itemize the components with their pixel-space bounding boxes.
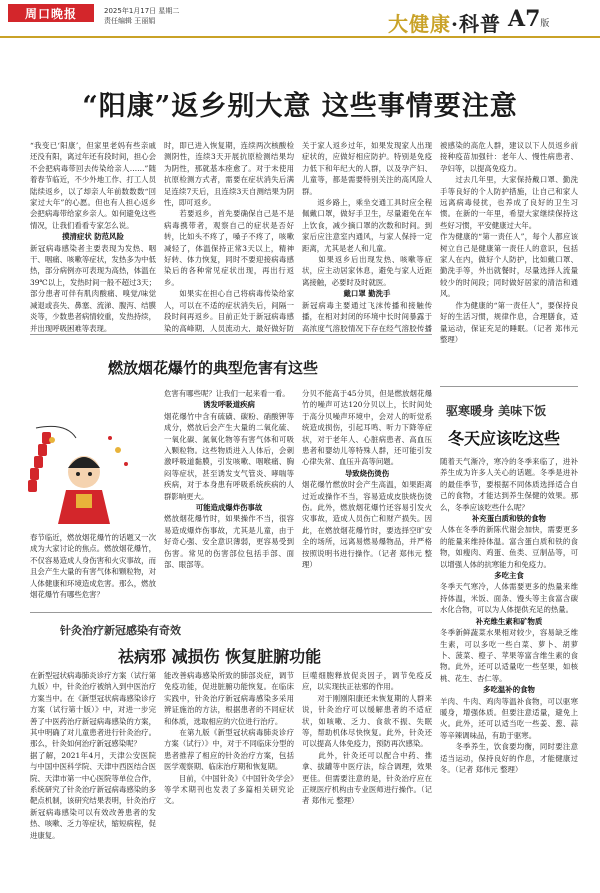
lead-col3-text: 关于家人返乡过年，如果发现家人出现症状的，应做好相应防护。特别是免疫力低下和年纪大的人群，以及孕产妇、儿童等，都是需要特别关注的高风险人群。 返乡路上，乘坐交通工具时应全程佩戴口罩，做好手卫生，尽量避免在车上饮食，减少摘口罩的次数和时间。到家后应注意室内通风，与家人保持一定距离，尤其是老人和儿童。 如果返乡后出现发热、咳嗽等症状，应主动居家休息，避免与家人近距离接触，必要时及时就医。 bbox=[302, 141, 432, 287]
acupuncture-col1b-text: 据了解，2021年4月，天津公安医院与中国中医科学院、天津中西医结合医院、天津市第一中心医院等单位合作，系统研究了针灸治疗新冠病毒感染的多靶点机制，该研究结果表明，针灸治疗新冠病毒感染可以有效改善患者的发热、咳嗽、乏力等症状，缩短病程，促进康复。 bbox=[30, 750, 156, 840]
fireworks-subhead-explosion: 可能造成爆炸伤事故 bbox=[195, 503, 263, 513]
fireworks-col3b-text: 烟花爆竹燃放时会产生高温，如果距离过近或操作不当，容易造成皮肤烧伤烫伤。此外，燃放烟花爆竹还容易引发火灾事故，造成人员伤亡和财产损失。因此，在燃放烟花爆竹时，要选择空旷安全的场所，远离易燃易爆物品，并严格按照说明书进行操作。（记者 郑伟元 整理） bbox=[302, 480, 432, 570]
lead-col-3 bbox=[302, 140, 432, 332]
fireworks-col-3 bbox=[302, 388, 432, 608]
section-divider-1 bbox=[30, 334, 432, 335]
acupuncture-kicker: 针灸治疗新冠感染有奇效 bbox=[60, 624, 181, 637]
fireworks-col3-text: 分贝不能高于45分贝，但是燃放烟花爆竹的噪声可达120分贝以上，长时间处于高分贝噪声环境中，会对人的听觉系统造成损伤，引起耳鸣、听力下降等症状，对于老年人、心脏病患者、高血压患者和婴幼儿等特殊人群，还可能引发心律失常、血压升高等问题。 bbox=[302, 389, 432, 467]
acupuncture-col1-text: 在新型冠状病毒肺炎诊疗方案（试行第九版）中，针灸治疗被纳入到中医治疗方案当中。在《新型冠状病毒感染诊疗方案（试行第十版）》中，对进一步完善了中医药治疗新冠病毒感染的方案，其中明确了对儿童患者进行针灸治疗。那么，针灸如何治疗新冠感染呢？ bbox=[30, 671, 156, 749]
fireworks-subhead-respiratory: 诱发呼吸道疾病 bbox=[203, 400, 255, 410]
section-main: 大健康 bbox=[388, 12, 451, 36]
section-divider-2 bbox=[30, 612, 432, 613]
lead-col3-subhead: 戴口罩 勤洗手 bbox=[343, 289, 391, 299]
winter-food-body bbox=[440, 456, 578, 884]
lead-col1-subhead: 摸清症状 防范风险 bbox=[62, 232, 124, 242]
newspaper-brand-logo: 周口晚报 bbox=[8, 4, 94, 22]
fireworks-col2c-text: 燃放烟花爆竹时，如果操作不当，很容易造成爆炸伤事故，尤其是儿童，由于好奇心强、安全意识薄弱，更容易受到伤害。常见的伤害部位包括手部、面部、眼部等。 bbox=[164, 514, 294, 570]
acupuncture-col-1 bbox=[30, 670, 156, 884]
fireworks-col-1: 春节临近，燃放烟花爆竹的话题又一次成为大家讨论的焦点。燃放烟花爆竹，不仅容易造成人身伤害和火灾事故，而且会产生大量的有害气体和颗粒物，对人体健康和环境造成危害。那么，燃放烟花爆竹有哪些危害？ bbox=[30, 533, 156, 600]
winter-food-text-2: 人体在冬季的新陈代谢会加快，需要更多的能量来维持体温。富含蛋白质和铁的食物，如瘦肉、鸡蛋、鱼类、豆制品等，可以增强人体的抗寒能力和免疫力。 bbox=[440, 525, 578, 569]
sparkle-burst bbox=[108, 436, 128, 466]
fireworks-col2-text: 危害有哪些呢？让我们一起来看一看。 bbox=[164, 389, 290, 398]
fireworks-col-2 bbox=[164, 388, 294, 608]
issue-date: 2025年1月17日 星期二 bbox=[104, 7, 180, 15]
section-name: 大健康·科普 bbox=[388, 12, 501, 36]
fireworks-subhead-burns: 导致烧伤烫伤 bbox=[344, 468, 390, 478]
right-column-divider bbox=[440, 386, 578, 387]
winter-food-subhead-staple: 多吃主食 bbox=[494, 571, 524, 581]
winter-food-text-1: 随着天气渐冷，寒冷的冬季来临了，进补养生成为许多人关心的话题。冬季是进补的最佳季节，要根据不同体质选择适合自己的食物，才能达到养生保健的效果。那么，冬季应该吃些什么呢？ bbox=[440, 457, 578, 512]
winter-food-text-5: 羊肉、牛肉、鸡肉等温补食物，可以驱寒暖身，增强体质。但要注意适量，避免上火。此外，还可以适当吃一些姜、葱、蒜等辛辣调味品，有助于驱寒。 冬季养生，饮食要均衡，同时要注意适当运动，保持良好的作息，才能健康过冬。（记者 郑伟元 整理） bbox=[440, 696, 578, 774]
section-sub: 科普 bbox=[458, 12, 501, 36]
winter-food-kicker: 驱寒暖身 美味下饭 bbox=[446, 404, 547, 418]
acupuncture-title: 祛病邪 减损伤 恢复脏腑功能 bbox=[118, 647, 322, 666]
lead-col1-text: “我变已‘阳康’，但家里老妈有些亲戚还没有阳，离过年还有段时间，担心会不会把病毒带回去传染给亲人……”随着春节临近，不少外地工作、打工人员陆续返乡，以了却亲人年前数数数“回家过大年”的心愿。但也有人担心返乡会把病毒带给家乡亲人。如何避免这些情况，让我们看看专家怎么说。 bbox=[30, 141, 156, 230]
masthead-rule bbox=[0, 36, 600, 38]
winter-food-subhead-protein: 补充蛋白质和铁的食物 bbox=[472, 514, 546, 524]
winter-food-subhead-warming: 多吃温补的食物 bbox=[483, 685, 535, 695]
firecracker-string bbox=[28, 426, 76, 492]
page-number: A7版 bbox=[508, 6, 550, 32]
child-figure bbox=[58, 456, 110, 524]
dateline bbox=[104, 6, 179, 26]
lead-col4-text: 被感染的高危人群，建议以下人员返乡前接种疫苗加强针：老年人、慢性病患者、孕妇等，以提高免疫力。 过去几年里，大家保持戴口罩、勤洗手等良好的个人防护措施，让自己和家人远离病毒侵扰，也养成了良好的卫生习惯。在新的一年里，希望大家继续保持这些好习惯，平安健康过大年。 bbox=[440, 141, 578, 230]
editor-credit: 责任编辑 王丽娟 bbox=[104, 17, 156, 25]
winter-food-subhead-vitamins: 补充维生素和矿物质 bbox=[475, 616, 543, 626]
fireworks-title: 燃放烟花爆竹的典型危害有这些 bbox=[108, 359, 319, 377]
firecracker-festival-illustration bbox=[6, 420, 138, 530]
lead-col3b-text: 新冠病毒主要通过飞沫传播和接触传播，在相对封闭的环境中长时间暴露于高浓度气溶胶情况下存在经气溶胶传播 bbox=[302, 300, 432, 332]
acupuncture-col-3: 巨噬细胞释放促炎因子，调节免疫反应，以实现扶正祛邪的作用。 对于刚刚阳康还未恢复期的人群来说，针灸治疗可以缓解患者的不适症状，如咳嗽、乏力、食欲不振、失眠等，帮助机体尽快恢复。此外，针灸还可以提高人体免疫力，预防再次感染。 此外，针灸还可以配合中药、推拿、拔罐等中医疗法，综合调理，效果更佳。但需要注意的是，针灸治疗应在正规医疗机构由专业医师进行操作。（记者 郑伟元 整理） bbox=[302, 671, 432, 806]
winter-food-title: 冬天应该吃这些 bbox=[448, 429, 561, 448]
lead-col-1 bbox=[30, 140, 156, 332]
acupuncture-col-2: 能改善病毒感染所致的肺部炎症，调节免疫功能，促进脏腑功能恢复。在临床实践中，针灸治疗新冠病毒感染多采用辨证施治的方法，根据患者的不同症状和体质，选取相应的穴位进行治疗。 在第九版《新型冠状病毒肺炎诊疗方案（试行）》中，对于不同临床分型的患者推荐了相应的针灸治疗方案，包括医学观察期、临床治疗期和恢复期。 目前，《中国针灸》《中国针灸学会》等学术期刊也发表了多篇相关研究论文。 bbox=[164, 671, 294, 806]
winter-food-text-4: 冬季新鲜蔬菜水果相对较少，容易缺乏维生素，可以多吃一些白菜、萝卜、胡萝卜、菠菜、橙子、苹果等富含维生素的食物。此外，还可以适量吃一些坚果，如核桃、花生、杏仁等。 bbox=[440, 628, 578, 683]
lead-col4b-text: 作为健康的“第一责任人”，每个人都应该树立自己是健康第一责任人的意识，包括家人在内，做好个人防护，比如戴口罩、勤洗手等，外出就餐时，尽量选择人流量较少的时间段；同时做好居家的清洁和通风。 作为健康的“第一责任人”，要保持良好的生活习惯，规律作息，合理膳食，适量运动，保证充足的睡眠。（记者 郑伟元 整理） bbox=[440, 232, 578, 344]
main-headline: “阳康”返乡别大意 这些事情要注意 bbox=[82, 91, 518, 122]
lead-col1b-text: 新冠病毒感染者主要表现为发热、咽干、咽痛、咳嗽等症状，发热多为中低热，部分病例亦可表现为高热，体温在39℃以上，发热时间一般不超过3天；部分患者可伴有肌肉酸痛、嗅觉/味觉减退或丧失、鼻塞、流涕、腹泻、结膜炎等，少数患者病情较重，发热持续，并出现呼吸困难等表现。 bbox=[30, 243, 156, 332]
winter-food-text-3: 冬季天气寒冷，人体需要更多的热量来维持体温，米饭、面条、馒头等主食富含碳水化合物，可以为人体提供充足的热量。 bbox=[440, 582, 578, 615]
fireworks-col2b-text: 烟花爆竹中含有硫磺、碳粉、硝酸钾等成分，燃放后会产生大量的二氧化硫、一氧化碳、氮氧化物等有害气体和可吸入颗粒物。这些物质进入人体后，会刺激呼吸道黏膜，引发咳嗽、咽喉痛、胸闷等症状，甚至诱发支气管炎、哮喘等疾病，对于本身患有呼吸系统疾病的人群影响更大。 bbox=[164, 411, 294, 501]
lead-col-2: 时，即已进入恢复期，连续两次核酸检测阴性，连续3天开展抗原检测结果均为阴性，那就基本痊愈了。对于未使用抗原检测方式者，需要在症状消失后满足连续7天后，且连续3天自测结果为阴性，即可返乡。 若要返乡，首先要确保自己是不是病毒携带者，观察自己的症状是否好转，比如头不疼了，嗓子不疼了，咳嗽减轻了，体温保持正常3天以上，精神好转、体力恢复，同时不要迎接病毒感染后的各种常见症状出现，再出行返乡。 如果实在担心自己将病毒传染给家人，可以在不适的症状消失后，间隔一段时间再返乡。目前正处于新冠病毒感染的高峰期，人员流动大，最好做好防 bbox=[164, 141, 294, 332]
lead-col-4 bbox=[440, 140, 578, 380]
